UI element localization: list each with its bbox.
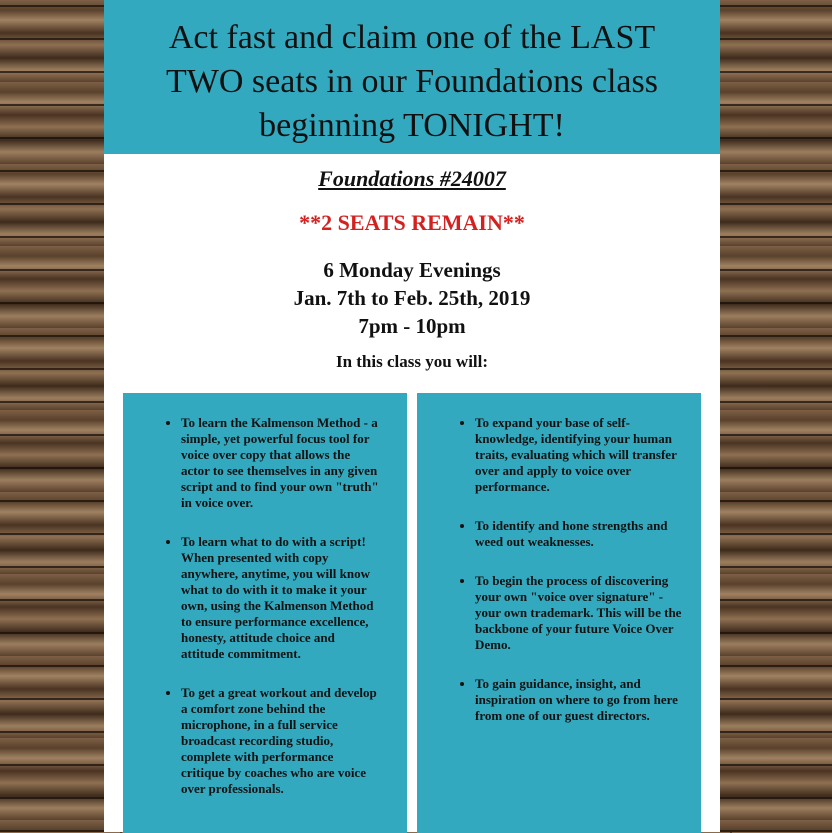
list-item: • To get a great workout and develop a comfort zone behind the microphone, in a full service broadcast recording studio, complete with performance critique by coaches who are voice over professionals. (181, 685, 391, 797)
wood-background-left (0, 0, 104, 832)
flyer (104, 0, 720, 832)
schedule-time: 7pm - 10pm (358, 314, 466, 338)
list-item: • To identify and hone strengths and weed out weaknesses. (475, 518, 685, 550)
seats-remaining-notice: **2 SEATS REMAIN** (299, 210, 525, 235)
headline-line-1: Act fast and claim one of the LAST (168, 19, 656, 56)
benefits-column-right (417, 393, 701, 833)
benefits-column-left (123, 393, 407, 833)
schedule-sessions: 6 Monday Evenings (323, 258, 501, 282)
list-item: • To learn what to do with a script! When presented with copy anywhere, anytime, you will know what to do with it to make it your own, using the Kalmenson Method to ensure performance excellence, honesty, attitude choice and attitude commitment. (181, 534, 391, 662)
headline-banner (104, 0, 720, 154)
list-item: • To learn the Kalmenson Method - a simple, yet powerful focus tool for voice over copy that allows the actor to see themselves in any given script and to find your own "truth" in voice over. (181, 415, 391, 511)
benefits-list-left (135, 415, 391, 797)
list-item: • To begin the process of discovering your own "voice over signature" - your own trademark. This will be the backbone of your future Voice Over Demo. (475, 573, 685, 653)
benefits-list-right (429, 415, 685, 724)
headline-line-3: beginning TONIGHT! (259, 107, 565, 144)
course-name: Foundations #24007 (318, 166, 506, 191)
schedule (104, 256, 720, 340)
list-item: • To expand your base of self-knowledge, identifying your human traits, evaluating which will transfer over and apply to voice over performance. (475, 415, 685, 495)
headline-line-2: TWO seats in our Foundations class (166, 63, 658, 100)
schedule-dates: Jan. 7th to Feb. 25th, 2019 (293, 286, 531, 310)
wood-background-right (720, 0, 832, 832)
class-intro: In this class you will: (335, 352, 489, 371)
list-item: • To gain guidance, insight, and inspiration on where to go from here from one of our guest directors. (475, 676, 685, 724)
